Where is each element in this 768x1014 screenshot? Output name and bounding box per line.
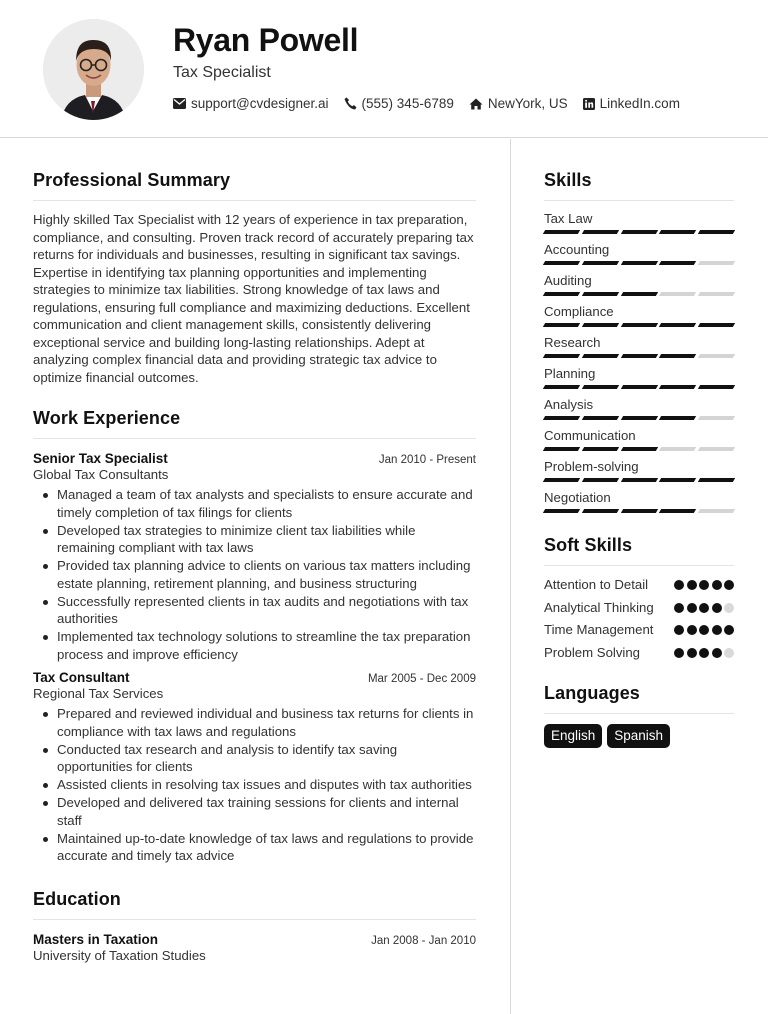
contact-phone[interactable]	[344, 96, 454, 111]
skill-level-bar	[544, 261, 734, 265]
job-title: Tax Consultant	[33, 670, 130, 685]
contact-phone-text: (555) 345-6789	[361, 96, 454, 111]
soft-skills-heading: Soft Skills	[544, 535, 734, 566]
bullet-item: Maintained up-to-date knowledge of tax laws and regulations to provide accurate and timely tax advice	[41, 830, 476, 865]
skill-level-bar	[544, 292, 734, 296]
skill-item	[544, 459, 734, 482]
skill-name: Accounting	[544, 242, 610, 257]
skill-level-segment	[620, 292, 657, 296]
bullet-item: Successfully represented clients in tax audits and negotiations with tax authorities	[41, 593, 476, 628]
skill-level-segment	[620, 447, 657, 451]
summary-text: Highly skilled Tax Specialist with 12 years of experience in tax preparation, compliance, and consulting. Proven track record of accurately preparing tax returns for individuals and businesses, resulting in significant tax savings. Expertise in identifying tax planning opportunities and implementing strategies to minimize tax liabilities. Strong knowledge of tax laws and regulations, ensuring full compliance and maximizing deductions. Excellent communication and client management skills, consistently delivering exceptional service and building long-lasting relationships. Adept at analyzing complex financial data and providing strategic tax advice to optimize financial outcomes.	[33, 212, 474, 385]
skill-item	[544, 273, 734, 296]
job-company: Regional Tax Services	[33, 686, 164, 701]
languages-heading: Languages	[544, 683, 734, 714]
rating-dot	[724, 603, 734, 613]
skill-item	[544, 428, 734, 451]
skill-level-segment	[698, 230, 735, 234]
skill-name: Compliance	[544, 304, 614, 319]
rating-dot	[687, 625, 697, 635]
skill-level-segment	[659, 385, 696, 389]
rating-dot	[699, 648, 709, 658]
skill-level-bar	[544, 447, 734, 451]
contact-email-text: support@cvdesigner.ai	[191, 96, 329, 111]
skill-level-segment	[620, 323, 657, 327]
skill-level-segment	[582, 354, 619, 358]
bullet-item: Developed tax strategies to minimize client tax liabilities while remaining compliant with tax laws	[41, 522, 476, 557]
contact-bar	[173, 96, 695, 111]
skill-item	[544, 335, 734, 358]
skill-name: Negotiation	[544, 490, 611, 505]
skill-level-segment	[620, 509, 657, 513]
school-name: University of Taxation Studies	[33, 947, 206, 963]
skill-level-segment	[620, 230, 657, 234]
job-date: Jan 2010 - Present	[378, 454, 476, 466]
linkedin-icon	[583, 98, 595, 110]
bullet-item: Assisted clients in resolving tax issues and disputes with tax authorities	[41, 776, 476, 794]
skill-level-segment	[582, 478, 619, 482]
skill-level-segment	[582, 509, 619, 513]
skill-level-bar	[544, 509, 734, 513]
soft-skill-rating	[672, 648, 735, 658]
skill-level-segment	[543, 323, 580, 327]
skill-level-segment	[698, 354, 735, 358]
bullet-item: Conducted tax research and analysis to identify tax saving opportunities for clients	[41, 741, 476, 776]
skill-name: Analysis	[544, 397, 594, 412]
skill-level-bar	[544, 323, 734, 327]
rating-dot	[712, 603, 722, 613]
skill-level-segment	[698, 385, 735, 389]
skills-section	[544, 170, 734, 513]
contact-linkedin[interactable]	[583, 96, 680, 111]
rating-dot	[712, 648, 722, 658]
skill-level-segment	[659, 230, 696, 234]
skills-heading: Skills	[544, 170, 734, 201]
skill-level-segment	[698, 261, 735, 265]
soft-skill-item	[544, 576, 734, 594]
rating-dot	[699, 603, 709, 613]
languages-section	[544, 683, 734, 748]
skill-item	[544, 366, 734, 389]
education-section	[33, 889, 476, 963]
rating-dot	[687, 648, 697, 658]
soft-skill-name: Problem Solving	[544, 644, 641, 660]
skill-level-segment	[582, 447, 619, 451]
phone-icon	[344, 97, 357, 110]
skill-level-segment	[582, 292, 619, 296]
skill-level-segment	[659, 447, 696, 451]
job-entry	[33, 670, 476, 865]
rating-dot	[724, 648, 734, 658]
bullet-item: Provided tax planning advice to clients on various tax matters including estate planning, retirement planning, and business structuring	[41, 557, 476, 592]
experience-section	[33, 408, 476, 865]
skill-level-segment	[620, 478, 657, 482]
summary-section	[33, 170, 476, 386]
job-bullets	[41, 705, 476, 865]
soft-skill-name: Analytical Thinking	[544, 599, 654, 615]
education-heading: Education	[33, 889, 476, 920]
soft-skills-list	[544, 576, 734, 661]
skill-name: Problem-solving	[544, 459, 639, 474]
skill-level-segment	[698, 292, 735, 296]
skill-name: Communication	[544, 428, 636, 443]
skill-level-segment	[698, 509, 735, 513]
home-icon	[469, 98, 483, 110]
soft-skill-rating	[672, 625, 735, 635]
skill-level-segment	[659, 261, 696, 265]
skill-item	[544, 304, 734, 327]
skill-level-segment	[620, 261, 657, 265]
education-date: Jan 2008 - Jan 2010	[371, 934, 476, 947]
skill-level-segment	[543, 509, 580, 513]
skill-level-segment	[543, 292, 580, 296]
soft-skill-name: Attention to Detail	[544, 577, 649, 592]
job-company: Global Tax Consultants	[33, 467, 169, 482]
skill-level-segment	[620, 416, 657, 420]
soft-skills-section	[544, 535, 734, 661]
summary-heading: Professional Summary	[33, 170, 476, 201]
skill-level-segment	[698, 447, 735, 451]
skill-level-segment	[620, 354, 657, 358]
skill-level-segment	[698, 416, 735, 420]
contact-location-text: NewYork, US	[487, 96, 568, 111]
skill-level-segment	[543, 447, 580, 451]
soft-skill-item	[544, 621, 734, 639]
soft-skill-item	[544, 644, 734, 662]
bullet-item: Implemented tax technology solutions to streamline the tax preparation process and improve efficiency	[41, 628, 476, 663]
rating-dot	[674, 625, 684, 635]
skill-level-segment	[698, 478, 735, 482]
skill-item	[544, 211, 734, 234]
skill-level-segment	[543, 416, 580, 420]
side-column	[544, 170, 734, 748]
skill-item	[544, 242, 734, 265]
skill-level-segment	[582, 385, 619, 389]
skill-level-bar	[544, 416, 734, 420]
skill-level-segment	[543, 385, 580, 389]
contact-email[interactable]	[173, 96, 329, 111]
bullet-item: Prepared and reviewed individual and business tax returns for clients in compliance with tax laws and regulations	[41, 705, 476, 740]
candidate-title: Tax Specialist	[173, 64, 271, 81]
contact-location	[469, 96, 568, 111]
degree-title: Masters in Taxation	[33, 931, 159, 947]
skill-level-segment	[582, 261, 619, 265]
languages-list	[544, 724, 734, 748]
soft-skill-rating	[672, 580, 735, 590]
skill-name: Auditing	[544, 273, 592, 288]
contact-linkedin-text: LinkedIn.com	[599, 96, 680, 111]
profile-photo	[43, 19, 144, 120]
skill-item	[544, 490, 734, 513]
resume-header	[0, 0, 768, 138]
skill-level-segment	[659, 478, 696, 482]
envelope-icon	[173, 98, 186, 109]
candidate-name: Ryan Powell	[173, 22, 359, 58]
education-entry	[33, 932, 476, 963]
job-title: Senior Tax Specialist	[33, 451, 168, 466]
skill-level-segment	[582, 230, 619, 234]
rating-dot	[699, 625, 709, 635]
skill-level-segment	[659, 416, 696, 420]
language-tag: Spanish	[607, 724, 670, 748]
skill-level-segment	[698, 323, 735, 327]
job-date: Mar 2005 - Dec 2009	[367, 673, 476, 685]
rating-dot	[674, 603, 684, 613]
column-divider	[510, 139, 511, 1014]
rating-dot	[687, 603, 697, 613]
skill-name: Planning	[544, 366, 596, 381]
rating-dot	[674, 648, 684, 658]
experience-heading: Work Experience	[33, 408, 476, 439]
soft-skill-item	[544, 599, 734, 617]
skills-list	[544, 211, 734, 513]
rating-dot	[687, 580, 697, 590]
skill-level-segment	[543, 230, 580, 234]
skill-level-bar	[544, 354, 734, 358]
skill-level-segment	[543, 478, 580, 482]
skill-level-segment	[659, 509, 696, 513]
language-tag: English	[544, 724, 602, 748]
soft-skill-name: Time Management	[544, 622, 654, 637]
rating-dot	[724, 625, 734, 635]
job-bullets	[41, 486, 476, 663]
main-column	[33, 170, 476, 967]
skill-level-segment	[620, 385, 657, 389]
skill-level-bar	[544, 385, 734, 389]
rating-dot	[712, 625, 722, 635]
skill-name: Research	[544, 335, 601, 350]
soft-skill-rating	[672, 603, 735, 613]
skill-level-segment	[582, 416, 619, 420]
rating-dot	[712, 580, 722, 590]
bullet-item: Developed and delivered tax training sessions for clients and internal staff	[41, 794, 476, 829]
rating-dot	[674, 580, 684, 590]
rating-dot	[724, 580, 734, 590]
rating-dot	[699, 580, 709, 590]
skill-level-bar	[544, 230, 734, 234]
skill-level-segment	[659, 354, 696, 358]
skill-item	[544, 397, 734, 420]
skill-level-bar	[544, 478, 734, 482]
skill-level-segment	[582, 323, 619, 327]
job-entry	[33, 451, 476, 663]
skill-level-segment	[659, 292, 696, 296]
skill-level-segment	[659, 323, 696, 327]
skill-name: Tax Law	[544, 211, 593, 226]
skill-level-segment	[543, 261, 580, 265]
bullet-item: Managed a team of tax analysts and specialists to ensure accurate and timely completion of tax filings for clients	[41, 486, 476, 521]
skill-level-segment	[543, 354, 580, 358]
